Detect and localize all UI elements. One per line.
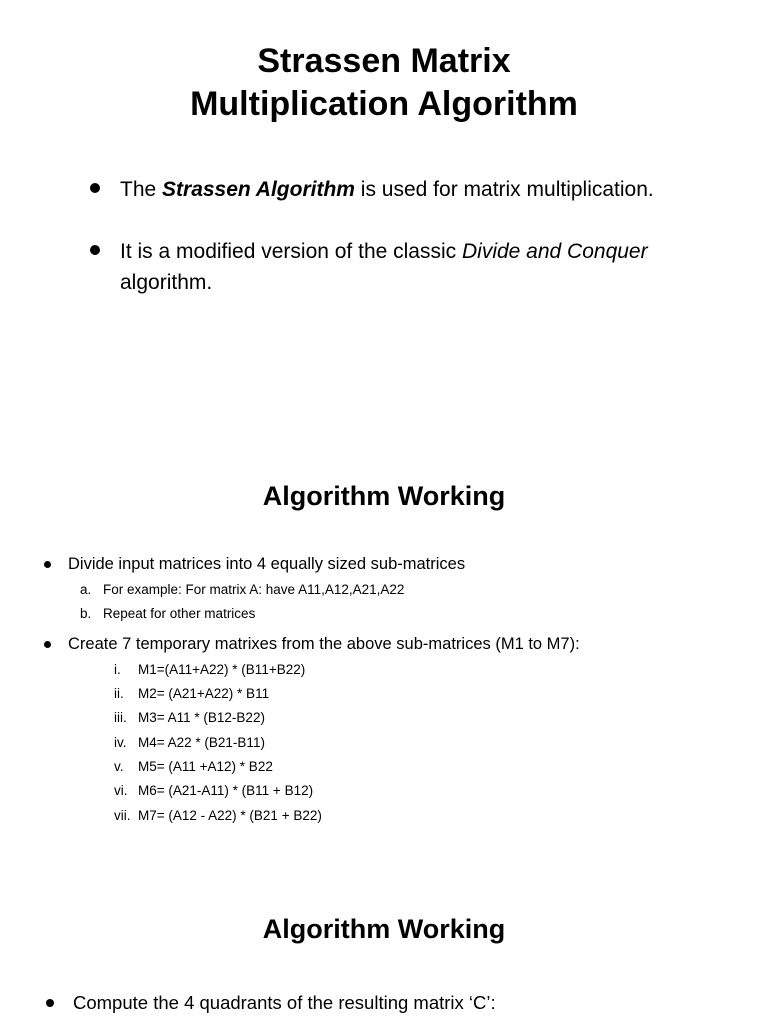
list-marker: v. <box>114 759 124 774</box>
section-2-item-1: Compute the 4 quadrants of the resulting matrix ‘C’: <box>73 992 496 1013</box>
section-1-item-2: Create 7 temporary matrixes from the above sub-matrices (M1 to M7): <box>68 635 580 653</box>
bullet-icon <box>44 561 51 568</box>
list-item: M7= (A12 - A22) * (B21 + B22) <box>138 808 322 823</box>
title-line-2: Multiplication Algorithm <box>190 85 578 123</box>
section-heading-2: Algorithm Working <box>262 914 506 944</box>
intro-item-2-prefix: It is a modified version of the classic <box>120 240 462 263</box>
list-item: Repeat for other matrices <box>103 606 256 621</box>
list-item: M3= A11 * (B12-B22) <box>138 710 265 725</box>
bullet-icon <box>44 641 51 648</box>
bullet-icon <box>46 999 54 1007</box>
list-marker: i. <box>114 662 121 677</box>
list-marker: iv. <box>114 735 127 750</box>
intro-item-1-suffix: is used for matrix multiplication. <box>354 178 654 201</box>
section-1-item-1: Divide input matrices into 4 equally sized sub-matrices <box>68 555 466 573</box>
list-item: M4= A22 * (B21-B11) <box>138 735 265 750</box>
list-item: M5= (A11 +A12) * B22 <box>138 759 273 774</box>
page-title <box>0 40 768 126</box>
intro-item-1-emphasis: Strassen Algorithm <box>162 178 355 201</box>
section-heading-1: Algorithm Working <box>262 481 506 511</box>
list-item: M6= (A21-A11) * (B11 + B12) <box>138 783 314 798</box>
intro-item-2 <box>120 236 720 298</box>
list-marker: ii. <box>114 686 124 701</box>
list-item: For example: For matrix A: have A11,A12,A21,A22 <box>103 582 405 597</box>
list-item: M1=(A11+A22) * (B11+B22) <box>138 662 306 677</box>
list-item: M2= (A21+A22) * B11 <box>138 686 270 701</box>
intro-item-1-prefix: The <box>120 178 163 201</box>
intro-item-2-emphasis: Divide and Conquer <box>461 240 648 263</box>
intro-item-1 <box>120 174 720 205</box>
bullet-icon <box>90 183 100 193</box>
list-marker: a. <box>80 582 92 597</box>
bullet-icon <box>90 245 100 255</box>
list-marker: vii. <box>114 808 131 823</box>
title-line-1: Strassen Matrix <box>257 42 511 80</box>
list-marker: vi. <box>114 783 128 798</box>
list-marker: b. <box>80 606 92 621</box>
intro-item-2-suffix: algorithm. <box>120 271 213 294</box>
list-marker: iii. <box>114 710 127 725</box>
